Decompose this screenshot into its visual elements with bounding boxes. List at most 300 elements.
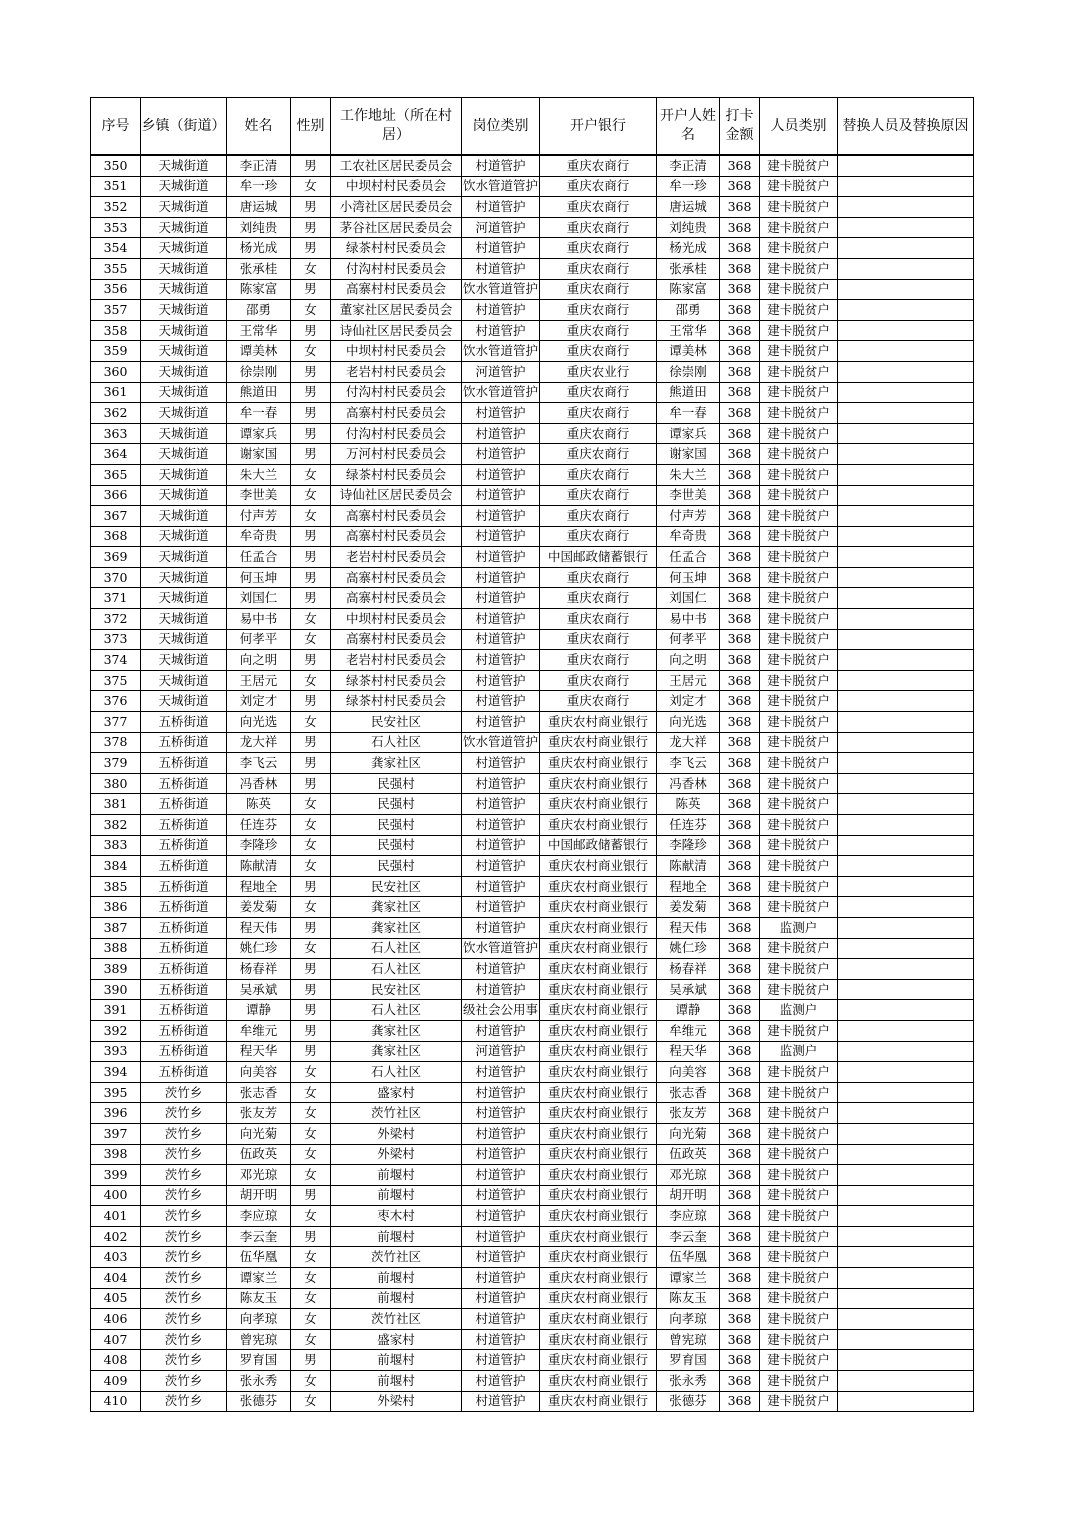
table-row — [91, 609, 974, 630]
cell-bank: 重庆农商行 — [540, 279, 657, 300]
cell-account-holder: 李隆珍 — [657, 835, 720, 856]
cell-township: 五桥街道 — [141, 773, 227, 794]
cell-replacement — [838, 712, 974, 733]
cell-person-type: 建卡脱贫户 — [760, 1020, 838, 1041]
cell-name: 任孟合 — [227, 547, 291, 568]
table-row — [91, 217, 974, 238]
cell-gender: 男 — [291, 444, 331, 465]
cell-name: 李世美 — [227, 485, 291, 506]
cell-work-address: 枣木村 — [331, 1206, 462, 1227]
cell-name: 罗育国 — [227, 1350, 291, 1371]
cell-post-type: 村道管护 — [462, 403, 540, 424]
cell-replacement — [838, 979, 974, 1000]
cell-township: 五桥街道 — [141, 815, 227, 836]
cell-person-type: 建卡脱贫户 — [760, 217, 838, 238]
cell-gender: 女 — [291, 1288, 331, 1309]
cell-name: 谭美林 — [227, 341, 291, 362]
cell-gender: 男 — [291, 1226, 331, 1247]
cell-name: 谭静 — [227, 1000, 291, 1021]
cell-amount: 368 — [720, 1309, 760, 1330]
cell-name: 刘国仁 — [227, 588, 291, 609]
cell-replacement — [838, 217, 974, 238]
cell-amount: 368 — [720, 609, 760, 630]
table-row — [91, 464, 974, 485]
table-row — [91, 1165, 974, 1186]
cell-amount: 368 — [720, 320, 760, 341]
cell-index: 390 — [91, 979, 141, 1000]
cell-bank: 重庆农商行 — [540, 650, 657, 671]
cell-account-holder: 刘定才 — [657, 691, 720, 712]
cell-bank: 重庆农村商业银行 — [540, 753, 657, 774]
cell-township: 天城街道 — [141, 588, 227, 609]
cell-work-address: 老岩村村民委员会 — [331, 547, 462, 568]
cell-index: 350 — [91, 155, 141, 176]
cell-township: 天城街道 — [141, 320, 227, 341]
cell-bank: 重庆农村商业银行 — [540, 794, 657, 815]
cell-amount: 368 — [720, 712, 760, 733]
cell-account-holder: 何孝平 — [657, 629, 720, 650]
cell-account-holder: 谭美林 — [657, 341, 720, 362]
cell-account-holder: 吴承斌 — [657, 979, 720, 1000]
table-row — [91, 320, 974, 341]
cell-account-holder: 张德芬 — [657, 1391, 720, 1412]
cell-index: 384 — [91, 856, 141, 877]
cell-name: 刘纯贵 — [227, 217, 291, 238]
cell-person-type: 建卡脱贫户 — [760, 609, 838, 630]
cell-person-type: 建卡脱贫户 — [760, 258, 838, 279]
cell-gender: 女 — [291, 1103, 331, 1124]
cell-township: 五桥街道 — [141, 753, 227, 774]
cell-index: 351 — [91, 176, 141, 197]
cell-bank: 重庆农村商业银行 — [540, 1000, 657, 1021]
cell-gender: 女 — [291, 815, 331, 836]
cell-replacement — [838, 794, 974, 815]
cell-account-holder: 程天伟 — [657, 917, 720, 938]
cell-name: 熊道田 — [227, 382, 291, 403]
cell-post-type: 村道管护 — [462, 876, 540, 897]
cell-township: 天城街道 — [141, 155, 227, 176]
cell-bank: 重庆农村商业银行 — [540, 938, 657, 959]
cell-gender: 女 — [291, 1206, 331, 1227]
cell-gender: 男 — [291, 1350, 331, 1371]
cell-index: 370 — [91, 567, 141, 588]
cell-replacement — [838, 423, 974, 444]
cell-person-type: 建卡脱贫户 — [760, 300, 838, 321]
cell-account-holder: 杨光成 — [657, 238, 720, 259]
cell-post-type: 村道管护 — [462, 1268, 540, 1289]
cell-work-address: 茨竹社区 — [331, 1309, 462, 1330]
cell-work-address: 外梁村 — [331, 1391, 462, 1412]
cell-replacement — [838, 835, 974, 856]
cell-township: 天城街道 — [141, 423, 227, 444]
cell-name: 陈献清 — [227, 856, 291, 877]
cell-bank: 重庆农村商业银行 — [540, 856, 657, 877]
cell-name: 牟维元 — [227, 1020, 291, 1041]
cell-index: 403 — [91, 1247, 141, 1268]
cell-gender: 女 — [291, 1329, 331, 1350]
cell-post-type: 村道管护 — [462, 1288, 540, 1309]
cell-work-address: 高寨村村民委员会 — [331, 567, 462, 588]
cell-account-holder: 谭家兵 — [657, 423, 720, 444]
cell-person-type: 建卡脱贫户 — [760, 1082, 838, 1103]
cell-township: 茨竹乡 — [141, 1103, 227, 1124]
cell-person-type: 建卡脱贫户 — [760, 1165, 838, 1186]
cell-replacement — [838, 444, 974, 465]
cell-replacement — [838, 485, 974, 506]
cell-gender: 男 — [291, 1185, 331, 1206]
cell-replacement — [838, 320, 974, 341]
cell-name: 冯香林 — [227, 773, 291, 794]
cell-account-holder: 熊道田 — [657, 382, 720, 403]
cell-bank: 重庆农村商业银行 — [540, 1185, 657, 1206]
cell-work-address: 民安社区 — [331, 712, 462, 733]
cell-gender: 男 — [291, 691, 331, 712]
cell-township: 茨竹乡 — [141, 1288, 227, 1309]
cell-gender: 男 — [291, 917, 331, 938]
table-row — [91, 361, 974, 382]
cell-bank: 重庆农商行 — [540, 341, 657, 362]
cell-work-address: 高寨村村民委员会 — [331, 279, 462, 300]
cell-amount: 368 — [720, 670, 760, 691]
cell-name: 付声芳 — [227, 506, 291, 527]
cell-amount: 368 — [720, 341, 760, 362]
cell-account-holder: 冯香林 — [657, 773, 720, 794]
cell-person-type: 建卡脱贫户 — [760, 712, 838, 733]
cell-account-holder: 牟奇贵 — [657, 526, 720, 547]
cell-replacement — [838, 1165, 974, 1186]
table-row — [91, 403, 974, 424]
cell-replacement — [838, 1350, 974, 1371]
cell-gender: 男 — [291, 959, 331, 980]
cell-bank: 重庆农商行 — [540, 464, 657, 485]
cell-gender: 女 — [291, 794, 331, 815]
cell-index: 366 — [91, 485, 141, 506]
table-row — [91, 1371, 974, 1392]
cell-replacement — [838, 670, 974, 691]
cell-person-type: 建卡脱贫户 — [760, 547, 838, 568]
cell-township: 天城街道 — [141, 279, 227, 300]
cell-name: 向美容 — [227, 1062, 291, 1083]
cell-replacement — [838, 959, 974, 980]
cell-person-type: 建卡脱贫户 — [760, 526, 838, 547]
cell-work-address: 绿茶村村民委员会 — [331, 464, 462, 485]
cell-replacement — [838, 1103, 974, 1124]
cell-account-holder: 谭静 — [657, 1000, 720, 1021]
cell-work-address: 前堰村 — [331, 1288, 462, 1309]
cell-post-type: 饮水管道管护 — [462, 732, 540, 753]
cell-bank: 中国邮政储蓄银行 — [540, 547, 657, 568]
cell-account-holder: 向光选 — [657, 712, 720, 733]
cell-index: 352 — [91, 197, 141, 218]
cell-bank: 重庆农村商业银行 — [540, 979, 657, 1000]
cell-township: 茨竹乡 — [141, 1247, 227, 1268]
cell-township: 天城街道 — [141, 217, 227, 238]
cell-bank: 重庆农村商业银行 — [540, 1123, 657, 1144]
cell-account-holder: 曾宪琼 — [657, 1329, 720, 1350]
cell-account-holder: 邓光琼 — [657, 1165, 720, 1186]
cell-index: 382 — [91, 815, 141, 836]
cell-township: 五桥街道 — [141, 794, 227, 815]
cell-bank: 重庆农业行 — [540, 361, 657, 382]
cell-gender: 男 — [291, 197, 331, 218]
table-row — [91, 1123, 974, 1144]
cell-index: 360 — [91, 361, 141, 382]
cell-post-type: 村道管护 — [462, 1082, 540, 1103]
cell-post-type: 村道管护 — [462, 197, 540, 218]
cell-replacement — [838, 300, 974, 321]
cell-bank: 重庆农村商业银行 — [540, 732, 657, 753]
cell-name: 李飞云 — [227, 753, 291, 774]
cell-work-address: 高寨村村民委员会 — [331, 526, 462, 547]
cell-township: 五桥街道 — [141, 1041, 227, 1062]
table-row — [91, 691, 974, 712]
cell-gender: 男 — [291, 279, 331, 300]
table-row — [91, 155, 974, 176]
cell-gender: 男 — [291, 547, 331, 568]
cell-person-type: 建卡脱贫户 — [760, 670, 838, 691]
cell-account-holder: 谢家国 — [657, 444, 720, 465]
table-row — [91, 815, 974, 836]
cell-replacement — [838, 361, 974, 382]
cell-replacement — [838, 1000, 974, 1021]
cell-amount: 368 — [720, 1123, 760, 1144]
cell-township: 茨竹乡 — [141, 1226, 227, 1247]
cell-post-type: 村道管护 — [462, 1123, 540, 1144]
cell-person-type: 建卡脱贫户 — [760, 1268, 838, 1289]
cell-index: 363 — [91, 423, 141, 444]
cell-index: 362 — [91, 403, 141, 424]
cell-work-address: 民安社区 — [331, 979, 462, 1000]
cell-account-holder: 李世美 — [657, 485, 720, 506]
cell-account-holder: 易中书 — [657, 609, 720, 630]
table-row — [91, 567, 974, 588]
cell-account-holder: 李正清 — [657, 155, 720, 176]
table-row — [91, 670, 974, 691]
cell-gender: 男 — [291, 423, 331, 444]
cell-name: 谭家兰 — [227, 1268, 291, 1289]
cell-bank: 重庆农商行 — [540, 403, 657, 424]
cell-post-type: 村道管护 — [462, 691, 540, 712]
cell-post-type: 村道管护 — [462, 320, 540, 341]
cell-work-address: 前堰村 — [331, 1185, 462, 1206]
cell-name: 杨春祥 — [227, 959, 291, 980]
cell-post-type: 河道管护 — [462, 1041, 540, 1062]
table-row — [91, 650, 974, 671]
cell-person-type: 建卡脱贫户 — [760, 691, 838, 712]
cell-person-type: 建卡脱贫户 — [760, 732, 838, 753]
table-row — [91, 1144, 974, 1165]
cell-work-address: 民强村 — [331, 773, 462, 794]
cell-work-address: 民强村 — [331, 815, 462, 836]
cell-person-type: 建卡脱贫户 — [760, 959, 838, 980]
cell-name: 谢家国 — [227, 444, 291, 465]
cell-post-type: 村道管护 — [462, 300, 540, 321]
cell-gender: 女 — [291, 1371, 331, 1392]
cell-work-address: 石人社区 — [331, 1000, 462, 1021]
cell-township: 天城街道 — [141, 300, 227, 321]
cell-work-address: 茨竹社区 — [331, 1247, 462, 1268]
cell-gender: 男 — [291, 588, 331, 609]
cell-gender: 女 — [291, 1165, 331, 1186]
cell-bank: 重庆农商行 — [540, 300, 657, 321]
cell-replacement — [838, 773, 974, 794]
cell-township: 天城街道 — [141, 238, 227, 259]
cell-person-type: 建卡脱贫户 — [760, 1123, 838, 1144]
cell-amount: 368 — [720, 1288, 760, 1309]
table-row — [91, 794, 974, 815]
cell-amount: 368 — [720, 1041, 760, 1062]
cell-post-type: 饮水管道管护 — [462, 176, 540, 197]
roster-table — [90, 97, 974, 1412]
cell-amount: 368 — [720, 444, 760, 465]
cell-index: 371 — [91, 588, 141, 609]
table-row — [91, 588, 974, 609]
cell-person-type: 监测户 — [760, 1000, 838, 1021]
cell-name: 牟奇贵 — [227, 526, 291, 547]
cell-person-type: 建卡脱贫户 — [760, 1247, 838, 1268]
cell-replacement — [838, 1309, 974, 1330]
cell-name: 李隆珍 — [227, 835, 291, 856]
cell-account-holder: 张友芳 — [657, 1103, 720, 1124]
cell-post-type: 村道管护 — [462, 1309, 540, 1330]
cell-name: 李应琼 — [227, 1206, 291, 1227]
cell-bank: 重庆农村商业银行 — [540, 1268, 657, 1289]
table-row — [91, 1062, 974, 1083]
cell-name: 程天伟 — [227, 917, 291, 938]
cell-amount: 368 — [720, 732, 760, 753]
cell-work-address: 外梁村 — [331, 1123, 462, 1144]
cell-post-type: 村道管护 — [462, 1206, 540, 1227]
cell-account-holder: 胡开明 — [657, 1185, 720, 1206]
cell-township: 茨竹乡 — [141, 1309, 227, 1330]
cell-person-type: 建卡脱贫户 — [760, 856, 838, 877]
cell-post-type: 村道管护 — [462, 1103, 540, 1124]
cell-township: 天城街道 — [141, 526, 227, 547]
cell-post-type: 村道管护 — [462, 1371, 540, 1392]
cell-gender: 女 — [291, 1062, 331, 1083]
cell-replacement — [838, 1082, 974, 1103]
cell-person-type: 监测户 — [760, 1041, 838, 1062]
cell-work-address: 老岩村村民委员会 — [331, 650, 462, 671]
cell-bank: 重庆农村商业银行 — [540, 897, 657, 918]
cell-township: 茨竹乡 — [141, 1185, 227, 1206]
cell-name: 姚仁珍 — [227, 938, 291, 959]
cell-work-address: 高寨村村民委员会 — [331, 403, 462, 424]
cell-name: 邵勇 — [227, 300, 291, 321]
col-header-township: 乡镇（街道） — [141, 98, 227, 156]
cell-account-holder: 付声芳 — [657, 506, 720, 527]
cell-work-address: 民安社区 — [331, 876, 462, 897]
table-row — [91, 444, 974, 465]
cell-gender: 女 — [291, 856, 331, 877]
table-row — [91, 526, 974, 547]
cell-person-type: 建卡脱贫户 — [760, 155, 838, 176]
cell-account-holder: 李飞云 — [657, 753, 720, 774]
cell-index: 407 — [91, 1329, 141, 1350]
table-row — [91, 279, 974, 300]
cell-amount: 368 — [720, 897, 760, 918]
cell-township: 茨竹乡 — [141, 1165, 227, 1186]
cell-bank: 重庆农商行 — [540, 423, 657, 444]
cell-account-holder: 何玉坤 — [657, 567, 720, 588]
col-header-work-address: 工作地址（所在村居） — [331, 98, 462, 156]
cell-gender: 女 — [291, 670, 331, 691]
cell-replacement — [838, 1226, 974, 1247]
cell-replacement — [838, 526, 974, 547]
cell-replacement — [838, 382, 974, 403]
cell-name: 刘定才 — [227, 691, 291, 712]
table-row — [91, 732, 974, 753]
cell-person-type: 建卡脱贫户 — [760, 341, 838, 362]
cell-person-type: 建卡脱贫户 — [760, 773, 838, 794]
cell-amount: 368 — [720, 794, 760, 815]
cell-township: 五桥街道 — [141, 712, 227, 733]
cell-township: 天城街道 — [141, 650, 227, 671]
cell-gender: 女 — [291, 712, 331, 733]
cell-gender: 男 — [291, 361, 331, 382]
cell-work-address: 前堰村 — [331, 1268, 462, 1289]
cell-post-type: 村道管护 — [462, 835, 540, 856]
cell-post-type: 村道管护 — [462, 815, 540, 836]
cell-index: 372 — [91, 609, 141, 630]
cell-township: 五桥街道 — [141, 732, 227, 753]
cell-person-type: 建卡脱贫户 — [760, 1206, 838, 1227]
cell-account-holder: 陈献清 — [657, 856, 720, 877]
cell-replacement — [838, 856, 974, 877]
cell-index: 378 — [91, 732, 141, 753]
cell-replacement — [838, 567, 974, 588]
cell-bank: 重庆农村商业银行 — [540, 1062, 657, 1083]
cell-gender: 男 — [291, 876, 331, 897]
cell-name: 张永秀 — [227, 1371, 291, 1392]
cell-name: 吴承斌 — [227, 979, 291, 1000]
cell-township: 天城街道 — [141, 176, 227, 197]
cell-work-address: 高寨村村民委员会 — [331, 629, 462, 650]
cell-bank: 重庆农商行 — [540, 155, 657, 176]
cell-replacement — [838, 629, 974, 650]
cell-post-type: 村道管护 — [462, 506, 540, 527]
cell-bank: 重庆农商行 — [540, 567, 657, 588]
cell-bank: 重庆农商行 — [540, 197, 657, 218]
col-header-name: 姓名 — [227, 98, 291, 156]
cell-amount: 368 — [720, 588, 760, 609]
cell-township: 天城街道 — [141, 691, 227, 712]
cell-index: 408 — [91, 1350, 141, 1371]
cell-bank: 重庆农村商业银行 — [540, 1309, 657, 1330]
cell-index: 365 — [91, 464, 141, 485]
cell-amount: 368 — [720, 382, 760, 403]
cell-replacement — [838, 1123, 974, 1144]
cell-person-type: 建卡脱贫户 — [760, 1062, 838, 1083]
cell-work-address: 绿茶村村民委员会 — [331, 670, 462, 691]
cell-index: 354 — [91, 238, 141, 259]
cell-township: 五桥街道 — [141, 917, 227, 938]
cell-gender: 女 — [291, 485, 331, 506]
cell-account-holder: 伍华凰 — [657, 1247, 720, 1268]
cell-work-address: 付沟村村民委员会 — [331, 258, 462, 279]
cell-amount: 368 — [720, 1020, 760, 1041]
cell-bank: 重庆农商行 — [540, 691, 657, 712]
col-header-bank: 开户银行 — [540, 98, 657, 156]
cell-bank: 重庆农村商业银行 — [540, 1247, 657, 1268]
cell-bank: 重庆农村商业银行 — [540, 1226, 657, 1247]
cell-post-type: 村道管护 — [462, 1165, 540, 1186]
cell-township: 天城街道 — [141, 444, 227, 465]
cell-post-type: 村道管护 — [462, 485, 540, 506]
table-row — [91, 423, 974, 444]
cell-post-type: 河道管护 — [462, 217, 540, 238]
cell-index: 394 — [91, 1062, 141, 1083]
